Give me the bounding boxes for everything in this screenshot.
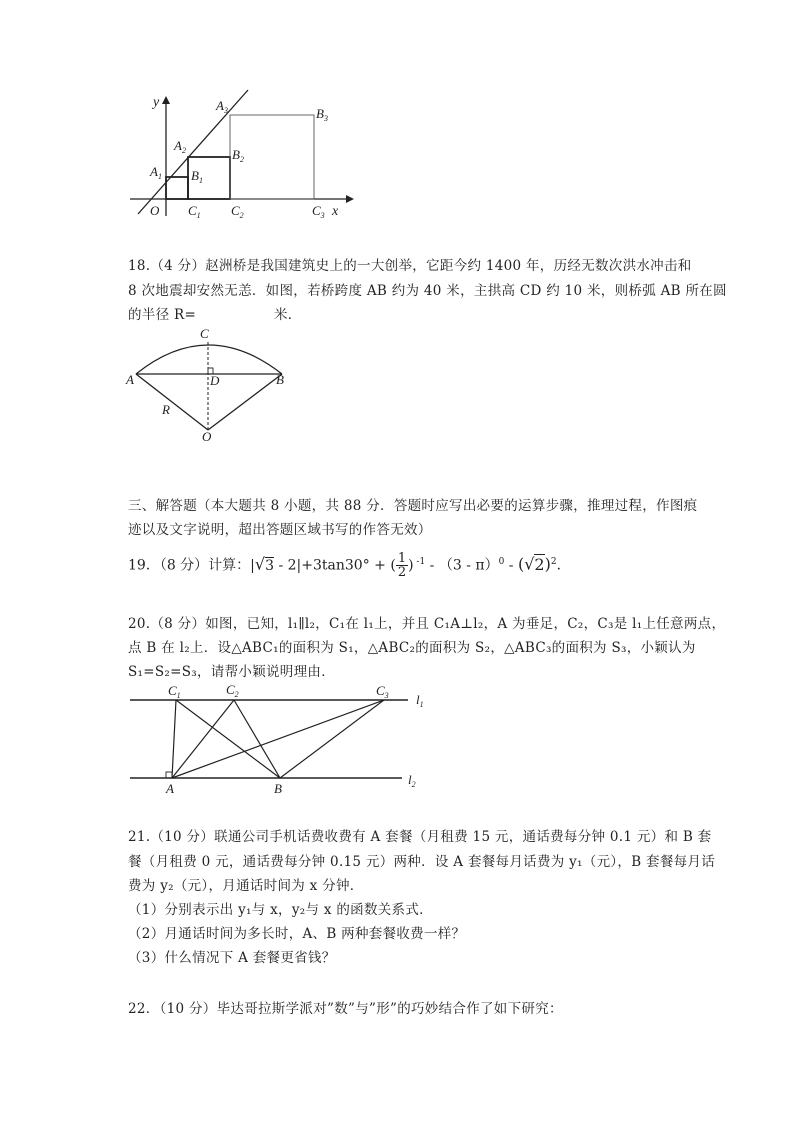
sqrt2-group: (√2)	[517, 554, 551, 574]
label-B3: $B_3$	[316, 106, 328, 123]
label-B1: $B_1$	[191, 168, 203, 185]
label-A2: $A_2$	[174, 138, 186, 155]
segment-C1B	[176, 700, 280, 778]
label-B2: $B_2$	[232, 147, 244, 164]
q19-part4: - （3 - π）	[425, 557, 499, 574]
label-C3: $C_3$	[376, 683, 389, 700]
q18-line-3-end: 米．	[274, 307, 302, 323]
bridge-arc	[136, 345, 282, 374]
label-y: y	[153, 95, 160, 110]
sqrt3-radicand: 3	[265, 557, 275, 574]
label-C1: $C_1$	[188, 203, 201, 220]
q21-item-3: （3）什么情况下 A 套餐更省钱？	[128, 950, 336, 966]
square-1	[166, 177, 188, 199]
q20-figure	[126, 682, 436, 800]
exponent-minus-one: -1	[413, 556, 426, 567]
q18-figure	[122, 324, 302, 444]
label-B: B	[274, 781, 282, 796]
label-C: C	[200, 326, 209, 341]
label-C2: $C_2$	[226, 682, 239, 699]
segment-C3A	[172, 700, 384, 778]
label-R: R	[162, 402, 170, 417]
label-x: x	[332, 204, 339, 219]
q19-part3: )	[408, 557, 414, 574]
q18-line-3-start: 的半径 R=	[128, 307, 197, 323]
q20-line-1: 20.（8 分）如图，已知，l₁∥l₂，C₁在 l₁上，并且 C₁A⊥l₂，A 为垂足，C₂，C₃是 l₁上任意两点，	[128, 616, 726, 632]
label-O: O	[150, 203, 160, 218]
exponent-zero: 0	[498, 556, 505, 567]
section3-heading-line-1: 三、解答题（本大题共 8 小题，共 88 分．答题时应写出必要的运算步骤，推理过程，作图痕	[128, 498, 698, 514]
q18-line-2: 8 次地震却安然无恙．如图，若桥跨度 AB 约为 40 米，主拱高 CD 约 10 米，则桥弧 AB 所在圆	[128, 283, 727, 299]
label-l2: $l_2$	[408, 772, 416, 789]
radius-OA	[136, 374, 208, 430]
q21-line-3: 费为 y₂（元），月通话时间为 x 分钟．	[128, 878, 364, 894]
segment-C2B	[234, 700, 280, 778]
q19-expression	[128, 552, 571, 579]
label-C3: $C_3$	[312, 203, 325, 220]
fraction	[396, 552, 408, 579]
q18-line-1: 18.（4 分）赵洲桥是我国建筑史上的一大创举，它距今约 1400 年，历经无数次洪水冲击和	[128, 258, 692, 274]
q19-part5: -	[504, 557, 518, 574]
label-A: A	[126, 372, 134, 387]
q21-line-2: 餐（月租费 0 元，通话费每分钟 0.15 元）两种．设 A 套餐每月话费为 y₁（元），B 套餐每月话	[128, 854, 716, 870]
section3-heading-line-2: 迹以及文字说明，超出答题区域书写的作答无效）	[128, 522, 432, 538]
label-l1: $l_1$	[416, 692, 424, 709]
q19-part2: - 2|+3tan30° + (	[274, 557, 396, 574]
label-O: O	[202, 429, 212, 444]
q21-item-2: （2）月通话时间为多长时，A、B 两种套餐收费一样？	[128, 926, 466, 942]
q21-item-1: （1）分别表示出 y₁与 x，y₂与 x 的函数关系式．	[128, 902, 433, 918]
q19-prefix: 19．（8 分）计算：|	[128, 557, 255, 574]
fraction-numerator: 1	[397, 551, 407, 566]
label-A3: $A_3$	[216, 98, 228, 115]
label-C1: $C_1$	[168, 683, 181, 700]
exponent-two: 2	[550, 556, 557, 567]
label-A: A	[166, 781, 174, 796]
segment-C3B	[280, 700, 384, 778]
fraction-denominator: 2	[397, 565, 407, 580]
q17-figure	[124, 88, 354, 224]
sqrt2-radicand: 2	[534, 554, 545, 574]
y-axis-arrow	[162, 96, 170, 104]
x-axis-arrow	[346, 195, 354, 203]
right-angle-mark	[166, 772, 172, 778]
q22-line-1: 22．（10 分）毕达哥拉斯学派对”数”与”形”的巧妙结合作了如下研究：	[128, 1001, 563, 1017]
q20-line-3: S₁=S₂=S₃，请帮小颖说明理由．	[128, 664, 336, 680]
q19-end: ．	[556, 557, 571, 574]
label-A1: $A_1$	[150, 164, 162, 181]
label-B: B	[276, 372, 284, 387]
label-D: D	[210, 373, 220, 388]
sqrt3: √	[254, 554, 266, 574]
q21-line-1: 21.（10 分）联通公司手机话费收费有 A 套餐（月租费 15 元，通话费每分钟 0.1 元）和 B 套	[128, 829, 712, 845]
segment-C1A	[172, 700, 176, 778]
q20-line-2: 点 B 在 l₂上．设△ABC₁的面积为 S₁，△ABC₂的面积为 S₂，△ABC₃的面积为 S₃，小颖认为	[128, 640, 696, 656]
label-C2: $C_2$	[231, 203, 244, 220]
